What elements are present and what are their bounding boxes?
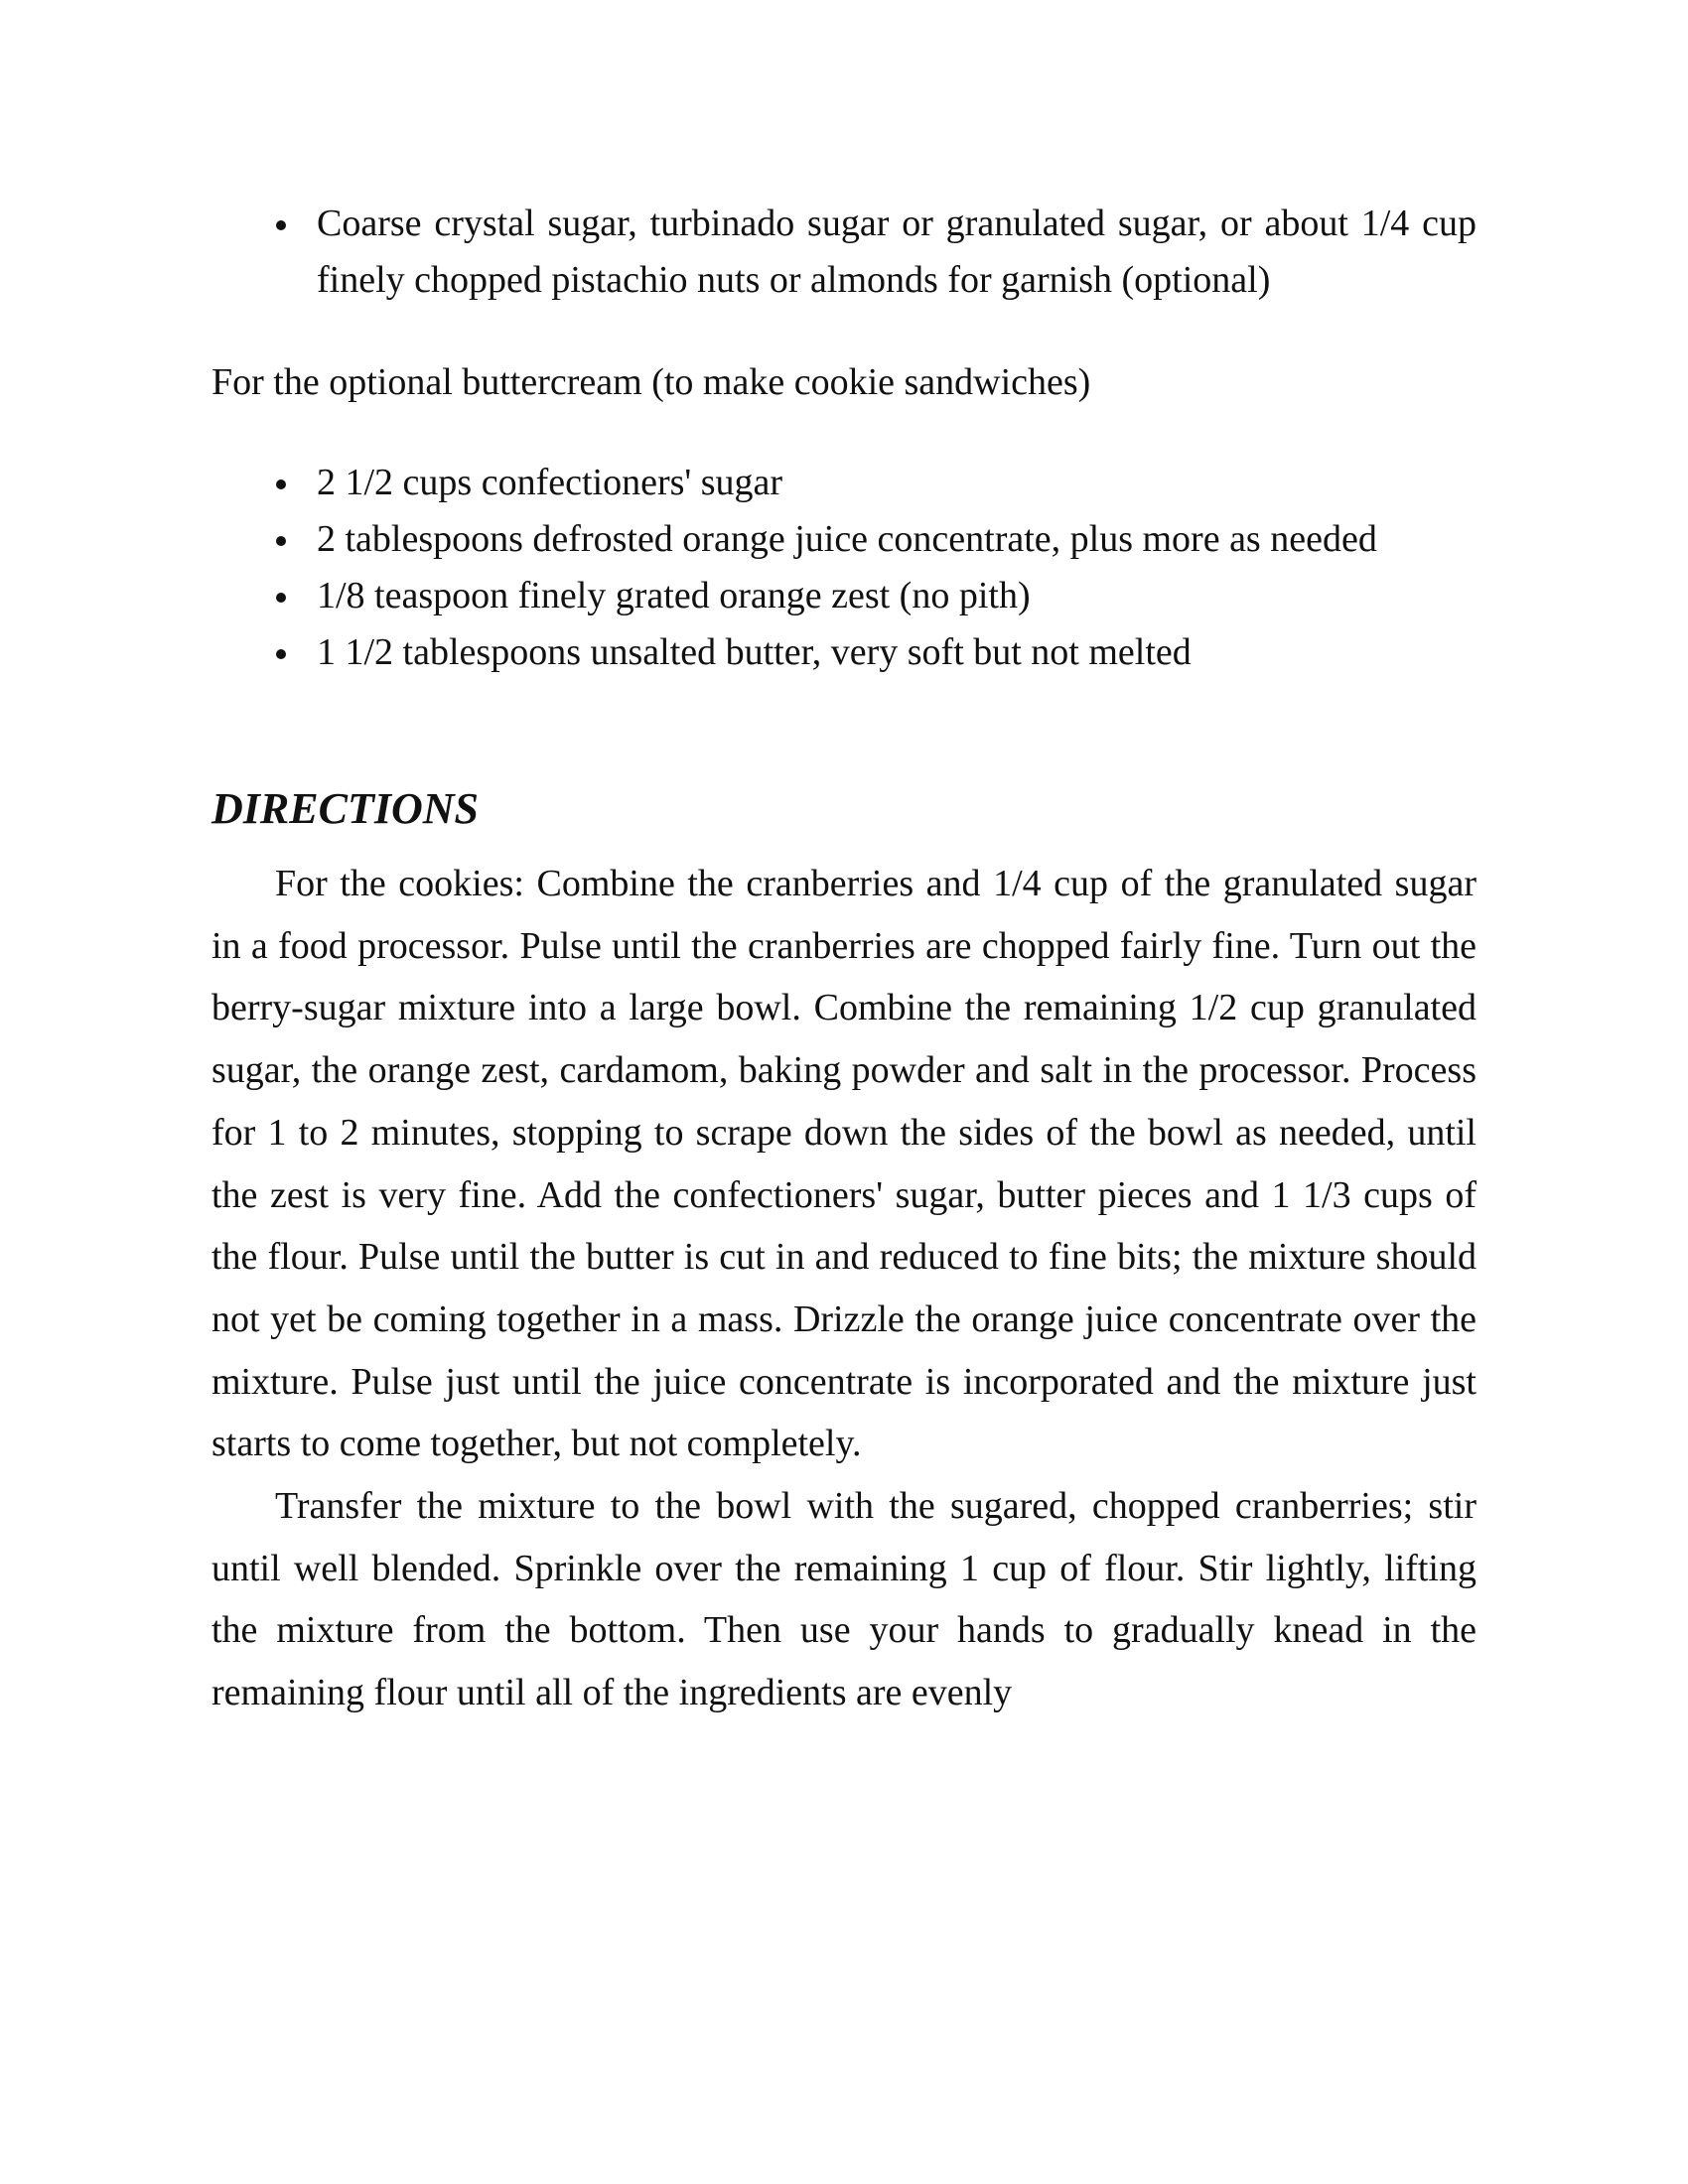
list-item: [211, 455, 1477, 511]
bullet-icon: [276, 536, 286, 546]
garnish-ingredient-list: [211, 196, 1477, 309]
bullet-icon: [276, 649, 286, 659]
list-item: [211, 624, 1477, 681]
buttercream-ingredient-list: [211, 455, 1477, 681]
document-page: [211, 196, 1477, 1724]
directions-paragraph: For the cookies: Combine the cranberries and 1/4 cup of the granulated sugar in a food processor. Pulse until the cranberries are chopped fairly fine. Turn out the berry-sugar mixture into a large bowl. Combine the remaining 1/2 cup granulated sugar, the orange zest, cardamom, baking powder and salt in the processor. Process for 1 to 2 minutes, stopping to scrape down the sides of the bowl as needed, until the zest is very fine. Add the confectioners' sugar, butter pieces and 1 1/3 cups of the flour. Pulse until the butter is cut in and reduced to fine bits; the mixture should not yet be coming together in a mass. Drizzle the orange juice concentrate over the mixture. Pulse just until the juice concentrate is incorporated and the mixture just starts to come together, but not completely.: [211, 863, 1477, 1465]
directions-paragraph: Transfer the mixture to the bowl with the sugared, chopped cranberries; stir until well blended. Sprinkle over the remaining 1 cup of flour. Stir lightly, lifting the mixture from the bottom. Then use your hands to gradually knead in the remaining flour until all of the ingredients are evenly: [211, 1485, 1477, 1714]
list-item-text: 1 1/2 tablespoons unsalted butter, very soft but not melted: [317, 631, 1192, 673]
list-item: [211, 568, 1477, 624]
list-item: [211, 196, 1477, 309]
buttercream-heading: For the optional buttercream (to make cookie sandwiches): [211, 361, 1091, 403]
list-item: [211, 511, 1477, 568]
list-item-text: 2 tablespoons defrosted orange juice concentrate, plus more as needed: [317, 518, 1377, 560]
list-item-text: Coarse crystal sugar, turbinado sugar or granulated sugar, or about 1/4 cup finely chopped pistachio nuts or almonds for garnish (optional): [317, 203, 1477, 301]
bullet-icon: [276, 220, 286, 230]
directions-heading: DIRECTIONS: [211, 784, 479, 833]
list-item-text: 2 1/2 cups confectioners' sugar: [317, 462, 783, 503]
bullet-icon: [276, 593, 286, 603]
list-item-text: 1/8 teaspoon finely grated orange zest (no pith): [317, 575, 1031, 616]
bullet-icon: [276, 479, 286, 489]
